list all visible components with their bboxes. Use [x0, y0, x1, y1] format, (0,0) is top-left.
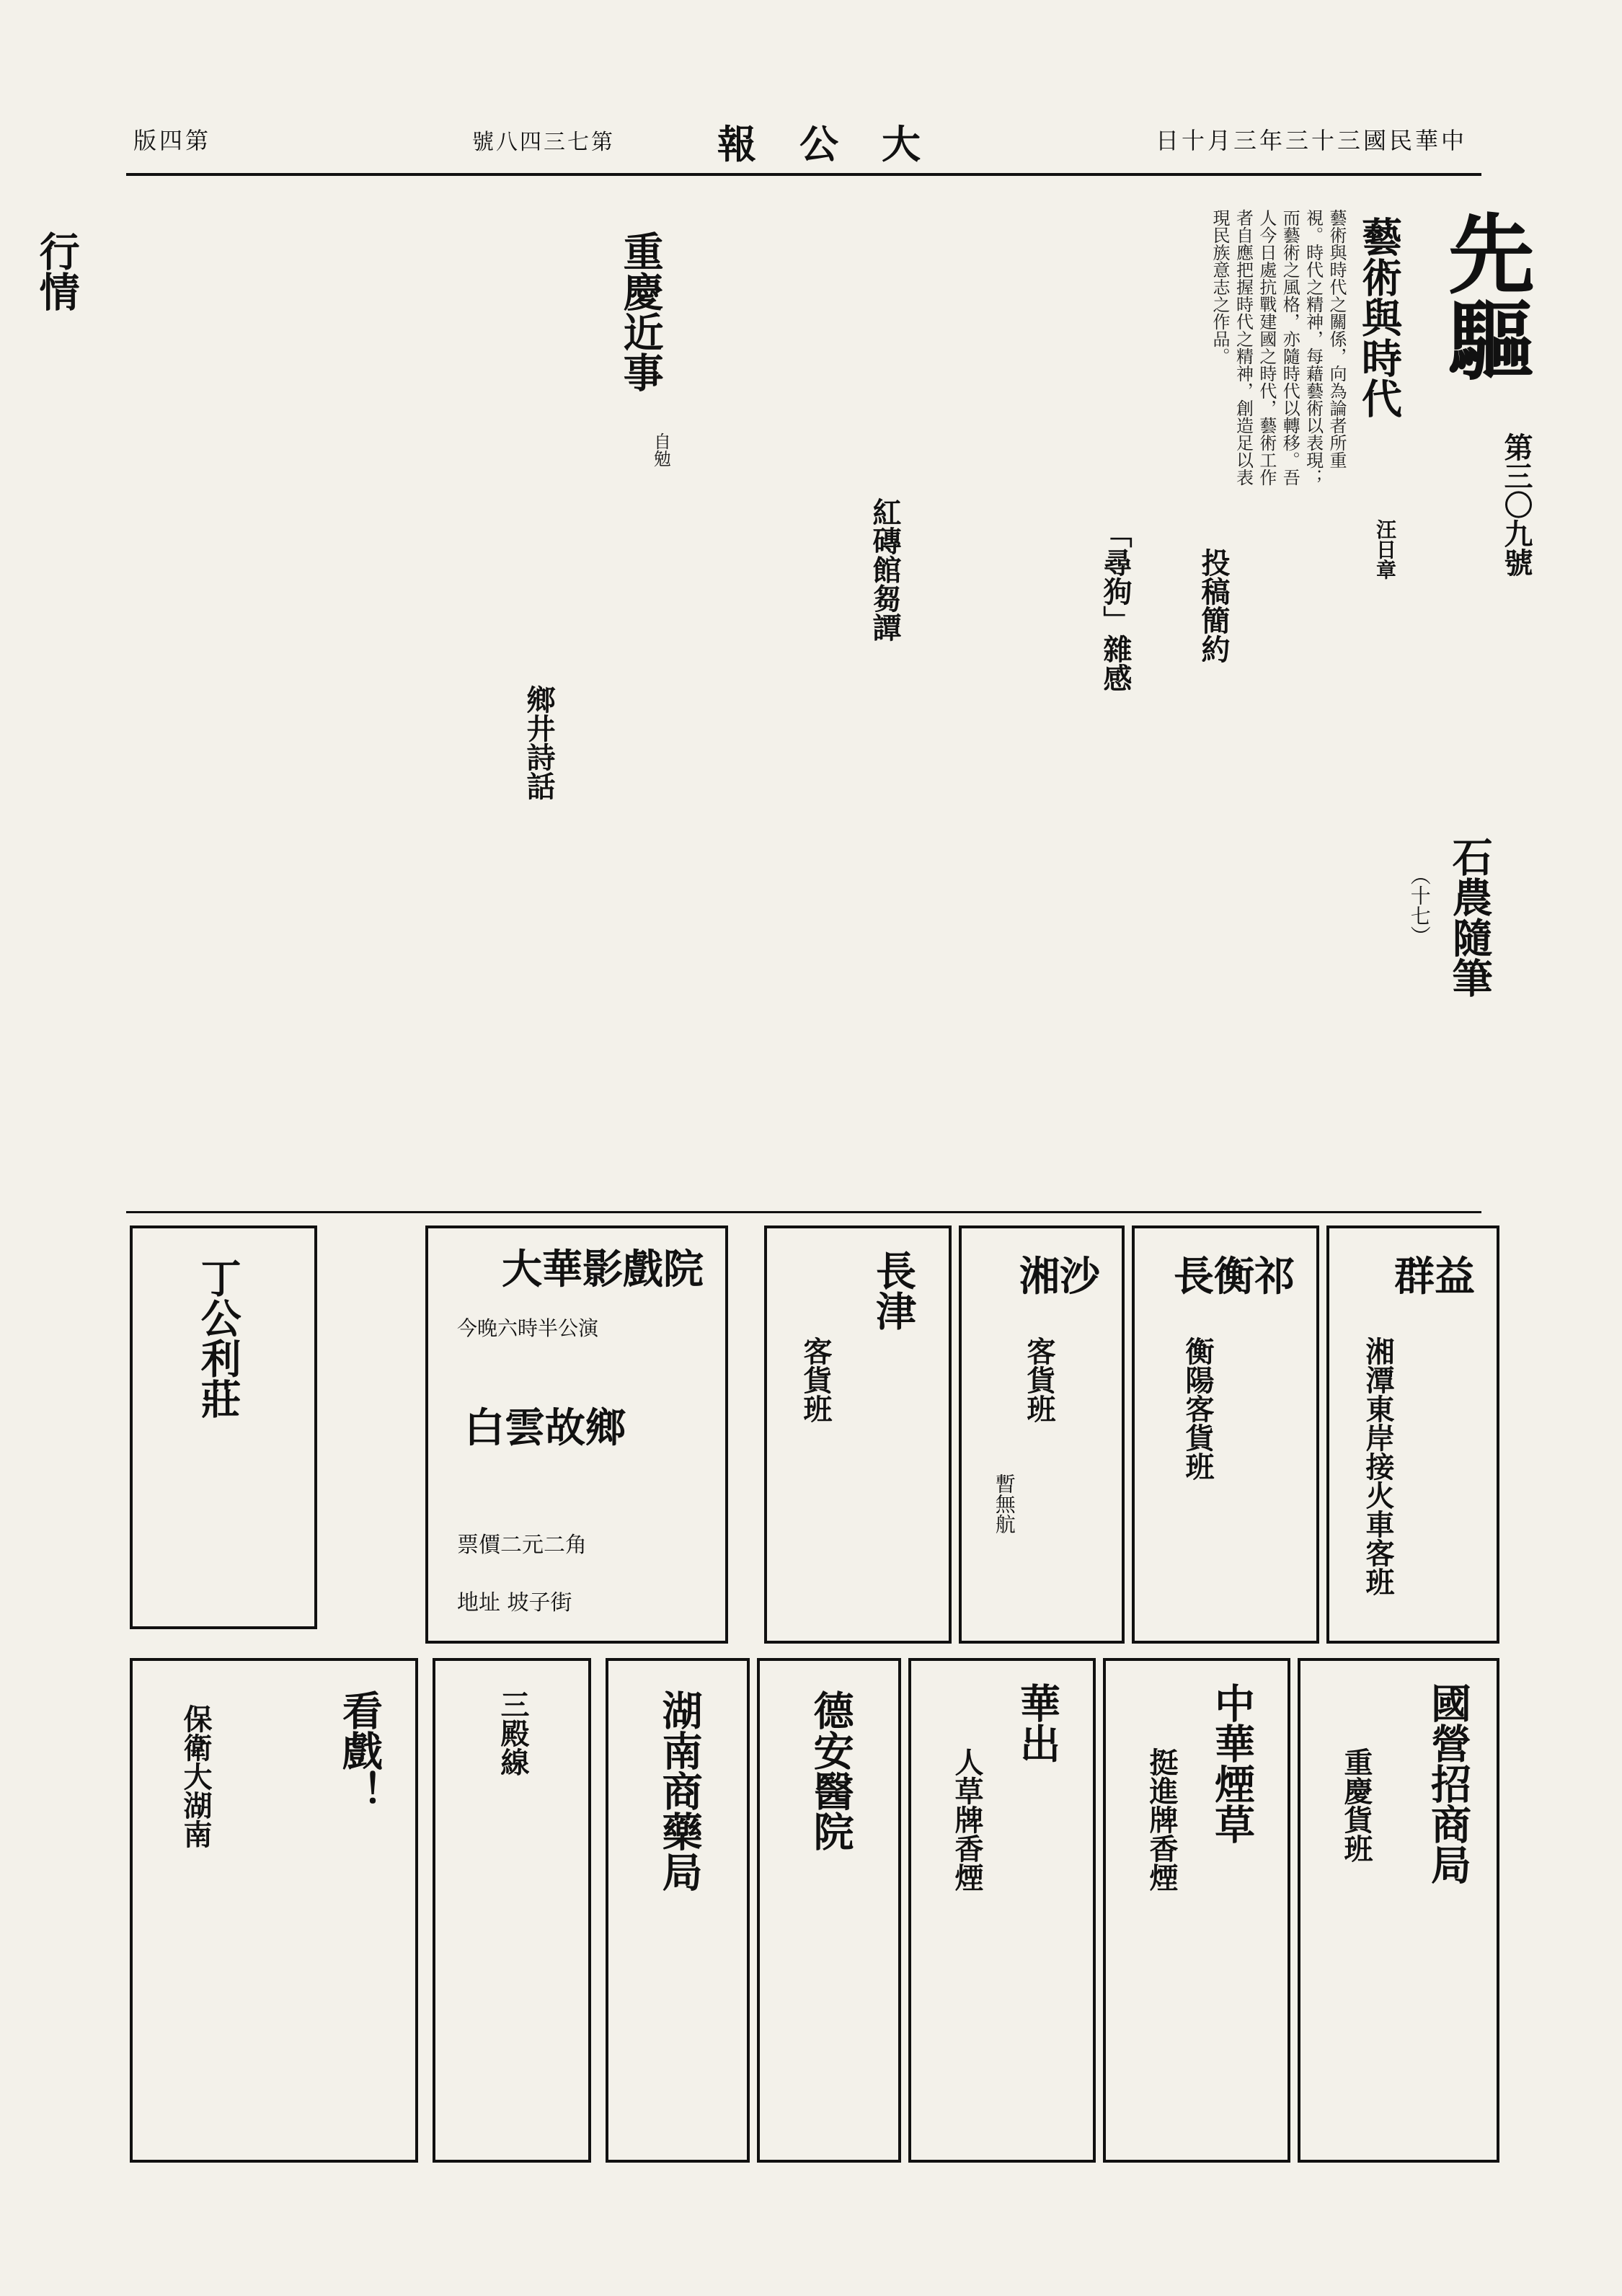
section-divider	[126, 1211, 1481, 1213]
notice-title: 投稿簡約	[1197, 548, 1231, 663]
column-issue-number: 第三〇九號	[1499, 433, 1533, 577]
ad-qunyi	[1326, 1225, 1499, 1644]
paper-name: 報公大	[717, 121, 964, 167]
ad-guoying-line: 重慶貨班	[1339, 1747, 1373, 1863]
shinong-title: 石農隨筆	[1445, 836, 1494, 998]
ad-zhonghua	[1103, 1658, 1290, 2163]
ad-huachu	[908, 1658, 1096, 2163]
ad-sanyi-title: 三殿線	[496, 1690, 530, 1776]
ad-changheng-title: 長衡祁	[1174, 1253, 1295, 1300]
ad-sanyi	[433, 1658, 591, 2163]
ad-changjin-title: 長津	[869, 1250, 917, 1331]
ad-huachu-line: 人草牌香煙	[950, 1747, 984, 1892]
chongqing-author: 自勉	[650, 433, 671, 467]
red-hall-title: 紅磚館芻譚	[868, 497, 902, 642]
dog-title: 「尋狗」雜感	[1099, 519, 1133, 692]
ad-hunan-title: 湖南商藥局	[655, 1690, 704, 1892]
ad-kanxi-play: 保衛大湖南	[179, 1704, 213, 1848]
ad-guoying	[1298, 1658, 1499, 2163]
ad-zhonghua-line: 挺進牌香煙	[1145, 1747, 1179, 1892]
market-sidebar	[0, 216, 115, 2018]
ad-huachu-title: 華出	[1014, 1683, 1061, 1763]
ad-daihua-time: 今晚六時半公演	[457, 1316, 599, 1340]
ad-kanxi-title: 看戲！	[336, 1690, 384, 1811]
ad-dingong-title: 丁公利莊	[194, 1257, 242, 1419]
ad-daihua-address: 地址 坡子街	[457, 1590, 572, 1615]
ad-daihua-film: 白雲故鄉	[464, 1404, 626, 1452]
ad-changjin-line: 客貨班	[799, 1337, 833, 1423]
ad-daihua	[425, 1225, 728, 1644]
column-title: 先驅	[1434, 209, 1535, 382]
ad-changheng	[1132, 1225, 1319, 1644]
ad-daihua-title: 大華影戲院	[502, 1246, 704, 1293]
ad-xiangsha	[959, 1225, 1125, 1644]
ad-hunan	[606, 1658, 750, 2163]
ad-qunyi-line: 湘潭東岸接火車客班	[1361, 1337, 1395, 1596]
market-title: 行情	[32, 231, 81, 311]
ad-xiangsha-line: 客貨班	[1022, 1337, 1056, 1423]
ad-qunyi-title: 群益	[1394, 1253, 1475, 1300]
ad-dean	[757, 1658, 901, 2163]
ad-kanxi	[130, 1658, 418, 2163]
ad-changjin	[764, 1225, 952, 1644]
issue-number: 號八四三七第	[472, 130, 615, 155]
feature-body: 藝術與時代之關係，向為論者所重視。時代之精神，每藉藝術以表現；而藝術之風格，亦隨時代以轉移。吾人今日處抗戰建國之時代，藝術工作者自應把握時代之精神，創造足以表現民族意志之作品。	[1210, 209, 1347, 486]
ad-guoying-title: 國營招商局	[1424, 1683, 1472, 1884]
feature-title: 藝術與時代	[1355, 216, 1403, 418]
chongqing-title: 重慶近事	[616, 231, 665, 392]
issue-date: 日十月三年三十三國民華中	[1155, 127, 1467, 154]
ad-zhonghua-title: 中華煙草	[1208, 1683, 1256, 1844]
ad-changheng-line: 衡陽客貨班	[1181, 1337, 1215, 1481]
ad-daihua-price: 票價二元二角	[457, 1533, 587, 1558]
masthead	[126, 108, 1481, 176]
shinong-number: （十七）	[1407, 865, 1432, 946]
page-number: 版四第	[133, 127, 212, 154]
ad-xiangsha-note: 暫無航	[992, 1473, 1016, 1534]
poem-title: 鄉井詩話	[522, 685, 556, 800]
ad-dingong	[130, 1225, 317, 1629]
ad-dean-title: 德安醫院	[807, 1690, 855, 1851]
ad-xiangsha-title: 湘沙	[1019, 1253, 1100, 1300]
feature-author: 汪日章	[1373, 519, 1397, 580]
